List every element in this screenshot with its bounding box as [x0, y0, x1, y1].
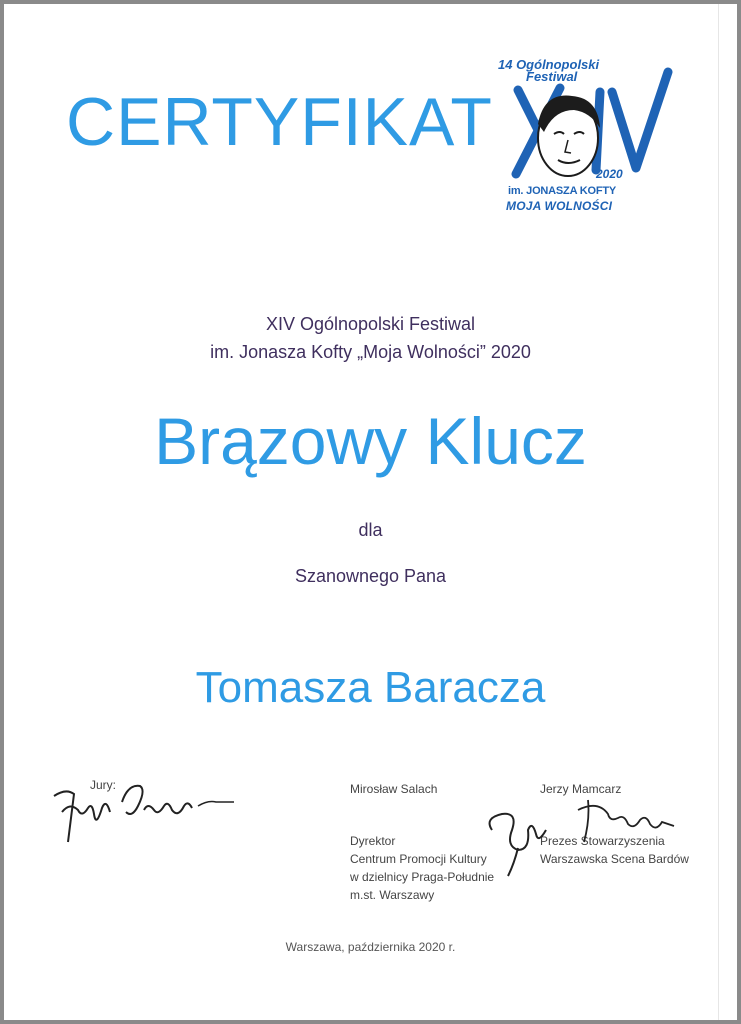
- mamcarz-name: Jerzy Mamcarz: [540, 782, 622, 796]
- logo-line2: Festiwal: [526, 69, 578, 84]
- festival-line1: XIV Ogólnopolski Festiwal: [265, 314, 476, 334]
- salach-name: Mirosław Salach: [350, 782, 438, 796]
- recipient-name: Tomasza Baracza: [195, 663, 546, 712]
- festival-name: [0, 310, 741, 366]
- mamcarz-role-line: Warszawska Scena Bardów: [540, 852, 689, 866]
- salutation: Szanownego Pana: [294, 566, 447, 586]
- mamcarz-signature: [478, 790, 688, 880]
- salach-role-line: m.st. Warszawy: [350, 888, 435, 902]
- jury-label: Jury:: [90, 778, 117, 792]
- for-label: dla: [358, 520, 383, 540]
- logo-line1: 14 Ogólnopolski: [498, 57, 600, 72]
- logo-motto: MOJA WOLNOŚCI: [506, 199, 613, 213]
- jury-signature: [48, 772, 248, 852]
- page-edge-line: [718, 4, 719, 1020]
- salach-role-line: Dyrektor: [350, 834, 396, 848]
- award-name: Brązowy Klucz: [154, 404, 587, 478]
- salach-role-line: Centrum Promocji Kultury: [350, 852, 487, 866]
- logo-year: 2020: [596, 167, 623, 181]
- mamcarz-role-line: Prezes Stowarzyszenia: [540, 834, 665, 848]
- festival-line2: im. Jonasza Kofty „Moja Wolności” 2020: [210, 342, 531, 362]
- place-date: Warszawa, października 2020 r.: [285, 940, 456, 954]
- logo-patron: im. JONASZA KOFTY: [508, 185, 617, 197]
- festival-logo: [488, 52, 678, 220]
- salach-role-line: w dzielnicy Praga-Południe: [350, 870, 495, 884]
- salach-role: [350, 832, 494, 904]
- certificate-title: CERTYFIKAT: [66, 84, 493, 160]
